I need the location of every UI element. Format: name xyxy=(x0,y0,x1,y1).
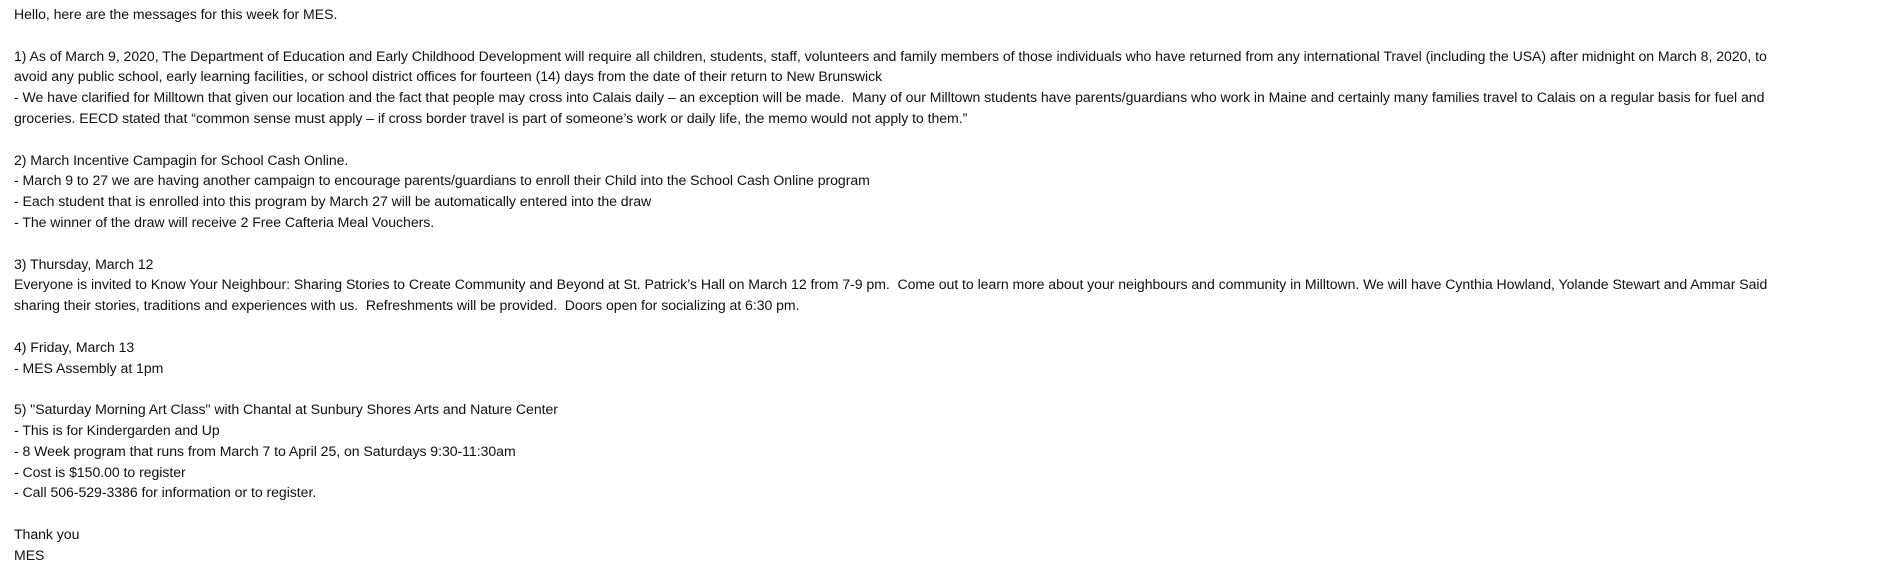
item-2-school-cash xyxy=(14,150,1880,233)
item-1-covid-notice xyxy=(14,46,1880,129)
item-2-bullet: - Each student that is enrolled into this program by March 27 will be automatically entered into the draw xyxy=(14,193,652,210)
message-body xyxy=(14,4,1880,566)
closing-thanks: Thank you xyxy=(14,525,80,542)
item-1-line-3: - We have clarified for Milltown that given our location and the fact that people may cross into Calais daily – an exception will be made. Many of our Milltown students have parents/guardians who work in Maine and certainly many families travel to Calais on a regular basis for fuel and xyxy=(14,89,1765,106)
item-4-assembly xyxy=(14,337,1880,379)
blank-line xyxy=(14,503,1880,524)
item-5-title: 5) "Saturday Morning Art Class" with Chantal at Sunbury Shores Arts and Nature Center xyxy=(14,401,558,418)
item-2-bullet: - March 9 to 27 we are having another campaign to encourage parents/guardians to enroll their Child into the School Cash Online program xyxy=(14,172,870,189)
item-3-line-1: Everyone is invited to Know Your Neighbour: Sharing Stories to Create Community and Beyond at St. Patrick’s Hall on March 12 from 7-9 pm. Come out to learn more about your neighbours and community in Milltown. We will have Cynthia Howland, Yolande Stewart and Ammar Said xyxy=(14,276,1768,293)
blank-line xyxy=(14,129,1880,150)
item-5-art-class xyxy=(14,399,1880,503)
closing-signature: MES xyxy=(14,546,45,563)
item-2-bullet: - The winner of the draw will receive 2 Free Cafteria Meal Vouchers. xyxy=(14,213,435,230)
blank-line xyxy=(14,233,1880,254)
item-5-bullet: - Cost is $150.00 to register xyxy=(14,463,186,480)
item-2-title: 2) March Incentive Campagin for School Cash Online. xyxy=(14,151,349,168)
item-1-line-2: avoid any public school, early learning facilities, or school district offices for fourteen (14) days from the date of their return to New Brunswick xyxy=(14,68,883,85)
greeting-text: Hello, here are the messages for this week for MES. xyxy=(14,6,338,22)
item-1-line-4: groceries. EECD stated that “common sense must apply – if cross border travel is part of someone’s work or daily life, the memo would not apply to them.” xyxy=(14,109,968,126)
item-5-bullet: - 8 Week program that runs from March 7 to April 25, on Saturdays 9:30-11:30am xyxy=(14,442,516,459)
item-5-bullet: - This is for Kindergarden and Up xyxy=(14,421,220,438)
item-1-line-1: 1) As of March 9, 2020, The Department of Education and Early Childhood Development will require all children, students, staff, volunteers and family members of those individuals who have returned from any international Travel (including the USA) after midnight on March 8, 2020, to xyxy=(14,47,1767,64)
item-3-title: 3) Thursday, March 12 xyxy=(14,255,154,272)
blank-line xyxy=(14,25,1880,46)
blank-line xyxy=(14,316,1880,337)
item-3-know-your-neighbour xyxy=(14,254,1880,316)
blank-line xyxy=(14,378,1880,399)
item-5-bullet: - Call 506-529-3386 for information or to register. xyxy=(14,484,317,501)
item-3-line-2: sharing their stories, traditions and experiences with us. Refreshments will be provided. Doors open for socializing at 6:30 pm. xyxy=(14,297,800,314)
closing xyxy=(14,524,1880,566)
item-4-bullet: - MES Assembly at 1pm xyxy=(14,359,164,376)
item-4-title: 4) Friday, March 13 xyxy=(14,338,135,355)
